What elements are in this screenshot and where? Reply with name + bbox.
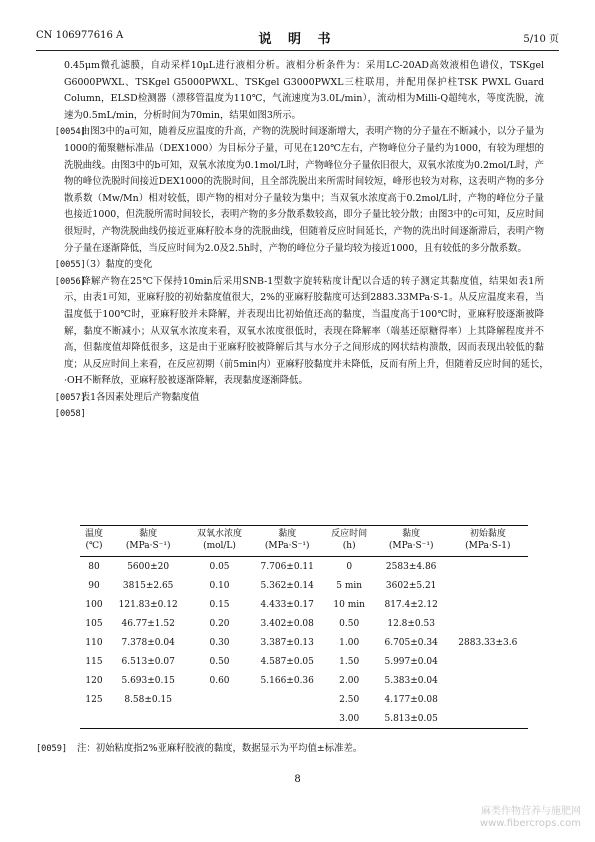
paragraph-number: [0056]	[54, 276, 86, 287]
table-cell: 4.177±0.08	[384, 694, 438, 705]
table-cell: 80	[88, 561, 100, 572]
table-cell	[80, 709, 108, 729]
note-text: 注：初始粘度指2%亚麻籽胶液的黏度，数据显示为平均值±标准差。	[77, 743, 363, 754]
table-cell: 120	[85, 675, 103, 686]
table-cell: 3.387±0.13	[260, 637, 314, 648]
table-cell: 5.166±0.36	[260, 675, 314, 686]
table-cell: 0.15	[209, 599, 230, 610]
document-title: 说 明 书	[258, 32, 337, 47]
paragraph-text: 由图3中的a可知，随着反应温度的升高，产物的洗脱时间逐渐增大，表明产物的分子量在不断减小，以分子量为1000的葡聚糖标准品（DEX1000）为目标分子量，可见在120℃左右，产物峰位分子量约为1000，有较为理想的洗脱曲线。由图3中的b可知，双氧水浓度为0.1mol/L时，产物峰位分子量依旧很大，双氧水浓度为0.2mol/L时，产物的峰位洗脱时间接近DEX1000的洗脱时间，且全部洗脱出来所需时间较短，峰形也较为对称，这表明产物的多分散系数（Mw/Mn）相对较低，即产物的相对分子量较为集中；当双氧水浓度高于0.2mol/L时，产物的峰位分子量也接近1000，但洗脱所需时间较长，表明产物的多分散系数较高，即分子量比较分散；由图3中的c可知，反应时间很短时，产物洗脱曲线仍接近亚麻籽胶本身的洗脱曲线，但随着反应时间延长，产物的洗出时间逐渐滞后，表明产物分子量在逐渐降低，当反应时间为2.0及2.5h时，产物的峰位分子量均较为接近1000，且有较低的多分散系数。	[64, 126, 544, 254]
paragraph-0054	[54, 124, 544, 257]
table-cell: 2583±4.86	[385, 561, 437, 572]
paragraph-number: [0057]	[54, 392, 86, 403]
table-cell: 3.402±0.08	[260, 618, 314, 629]
table-cell: 125	[85, 694, 103, 705]
table-cell: 0.30	[209, 637, 230, 648]
table-cell: 5.362±0.14	[260, 580, 314, 591]
table-cell: 7.378±0.04	[121, 637, 175, 648]
watermark-url: www.fibercrops.com	[479, 818, 581, 829]
table-cell: 12.8±0.53	[387, 618, 435, 629]
paragraph-0055	[54, 257, 544, 274]
header-cell: 黏度 (MPa·S⁻¹)	[375, 526, 448, 557]
table-caption: 表1各因素处理后产物黏度值	[80, 391, 200, 403]
table-cell: 0.20	[209, 618, 230, 629]
table-cell: 6.513±0.07	[121, 656, 175, 667]
table-cell: 5600±20	[127, 561, 170, 572]
table-cell: 121.83±0.12	[118, 599, 178, 610]
header-cell: 反应时间 (h)	[324, 526, 375, 557]
table-cell	[188, 690, 250, 709]
section-heading: （3）黏度的变化	[80, 259, 153, 271]
paragraph-0058	[54, 406, 544, 423]
table-cell: 100	[85, 599, 103, 610]
table-cell: 5.813±0.05	[375, 709, 448, 729]
table-cell: 0.50	[209, 656, 230, 667]
table-cell: 2.00	[339, 675, 360, 686]
table-cell	[188, 709, 250, 729]
table-cell: 0	[346, 561, 353, 572]
table-note	[36, 740, 362, 754]
table-cell: 3602±5.21	[385, 580, 437, 591]
table-cell: 4.433±0.17	[260, 599, 314, 610]
table-cell	[251, 690, 324, 709]
table-cell: 0.60	[209, 675, 230, 686]
paragraph-0056	[54, 274, 544, 390]
paragraph-text: 降解产物在25℃下保持10min后采用SNB-1型数字旋转粘度计配以合适的转子测定其黏度值，结果如表1所示，由表1可知，亚麻籽胶的初始黏度值很大，2%的亚麻籽胶黏度可达到2883.33MPa·S-1。从反应温度来看，当温度低于100℃时，亚麻籽胶并未降解，并表现出比初始值还高的黏度，当温度高于100℃时，亚麻籽胶逐渐被降解，黏度不断减小；从双氧水浓度来看，双氧水浓度很低时，表现在降解率（端基还原糖得率）上其降解程度并不高，但黏度值却降低很多，这是由于亚麻籽胶被降解后其与水分子之间形成的网状结构溃散，因而表现出较低的黏度；从反应时间上来看，在反应初期（前5min内）亚麻籽胶黏度并未降低，反而有所上升，但随着反应时间的延长，·OH不断释放，亚麻籽胶被逐渐降解，表现黏度逐渐降低。	[64, 275, 544, 387]
table-cell: 5 min	[336, 580, 363, 591]
table-row	[80, 557, 528, 577]
table-cell: 46.77±1.52	[121, 618, 175, 629]
header-rule	[36, 50, 559, 51]
table-cell: 5.997±0.04	[384, 656, 438, 667]
table-cell: 5.383±0.04	[384, 675, 438, 686]
paragraph-number: [0059]	[36, 744, 68, 754]
paragraph-number: [0055]	[54, 260, 86, 271]
page-number: 8	[294, 774, 301, 785]
header-cell: 温度 (℃)	[80, 526, 108, 557]
header-cell: 黏度 (MPa·S⁻¹)	[108, 526, 188, 557]
table-cell: 90	[88, 580, 100, 591]
table-cell: 0.05	[209, 561, 230, 572]
table-cell	[251, 709, 324, 729]
table-cell: 1.50	[339, 656, 360, 667]
table-cell: 5.693±0.15	[121, 675, 175, 686]
table-cell: 6.705±0.34	[384, 637, 438, 648]
table-header-row	[80, 526, 528, 557]
paragraph-number: [0054]	[54, 127, 86, 138]
table-cell: 1.00	[339, 637, 360, 648]
table-cell: 8.58±0.15	[124, 694, 172, 705]
table-cell: 10 min	[333, 599, 365, 610]
paragraph-0057	[54, 390, 544, 407]
paragraph-number: [0058]	[54, 409, 86, 420]
viscosity-table	[80, 525, 528, 729]
table-cell: 7.706±0.11	[260, 561, 314, 572]
table-cell: 2.50	[339, 694, 360, 705]
page-indicator: 5/10 页	[523, 34, 559, 45]
table-cell: 3815±2.65	[122, 580, 174, 591]
page-header	[36, 28, 559, 47]
header-cell: 黏度 (MPa·S⁻¹)	[251, 526, 324, 557]
table-cell: 817.4±2.12	[384, 599, 438, 610]
header-cell: 双氧水浓度 (mol/L)	[188, 526, 250, 557]
paragraph-continued: 0.45μm微孔滤膜，自动采样10μL进行液相分析。液相分析条件为：采用LC-20AD高效液相色谱仪，TSKgel G6000PWXL、TSKgel G5000PWXL、TSKgel G3000PWXL三柱联用，并配用保护柱TSK PWXL Guard Column，ELSD检测器（漂移管温度为110℃，气流速度为3.0L/min），流动相为Milli-Q超纯水，等度洗脱，流速为0.5mL/min，分析时间为70min，结果如图3所示。	[64, 60, 544, 121]
document-body	[54, 58, 544, 423]
header-cell: 初始黏度 (MPa·S-1)	[448, 526, 528, 557]
initial-viscosity-cell: 2883.33±3.6	[448, 557, 528, 729]
table-cell: 0.10	[209, 580, 230, 591]
table-cell: 110	[85, 637, 103, 648]
table-cell: 115	[85, 656, 103, 667]
table-cell: 3.00	[324, 709, 375, 729]
table-cell	[108, 709, 188, 729]
watermark-title: 麻类作物营养与施肥网	[481, 806, 581, 817]
patent-number: CN 106977616 A	[36, 30, 124, 41]
table-cell: 105	[85, 618, 103, 629]
table-cell: 4.587±0.05	[260, 656, 314, 667]
table-cell: 0.50	[339, 618, 360, 629]
